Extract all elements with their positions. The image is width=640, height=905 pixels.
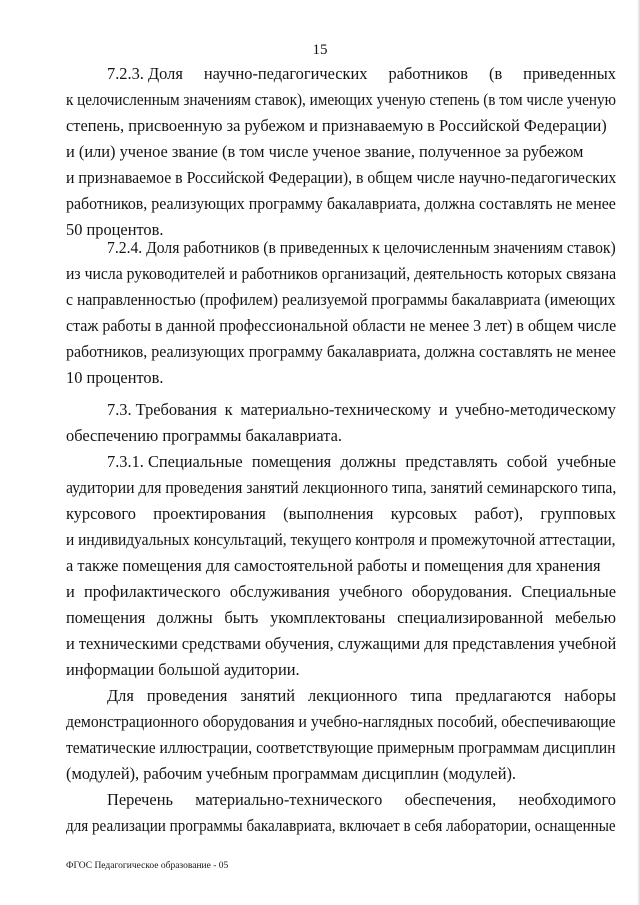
text-line: информации большой аудитории. [66,660,300,679]
page-number: 15 [312,42,328,58]
text-line: 50 процентов. [66,220,164,239]
text-word: Специальные [521,582,616,601]
text-line: 7.2.4. Доля работников (в приведенных к целочисленным значениям ставок) [107,238,616,257]
text-word: типа [410,686,443,705]
text-word: должны [340,452,397,471]
text-line [107,790,616,810]
text-word: групповых [540,504,616,523]
text-line: стаж работы в данной профессиональной области не менее 3 лет) в общем числе [66,316,617,335]
text-line: 10 процентов. [66,368,164,387]
text-line: для реализации программы бакалавриата, включает в себя лаборатории, оснащенные [66,816,616,835]
text-word: наборы [564,686,616,705]
text-word: обеспечения, [404,790,497,809]
text-line [107,400,616,420]
text-line: с направленностью (профилем) реализуемой программы бакалавриата (имеющих [66,290,616,309]
text-word: (выполнения [283,504,374,523]
text-line: аудитории для проведения занятий лекционного типа, занятий семинарского типа, [66,478,617,497]
text-word: работников [388,64,469,83]
text-word: научно-педагогических [203,64,368,83]
text-line [66,504,616,524]
text-word: и [438,400,448,419]
text-line [66,582,616,602]
text-word: проектирования [153,504,266,523]
text-line: и (или) ученое звание (в том числе ученое звание, полученное за рубежом [66,142,584,161]
text-word: специализированной [397,608,544,627]
text-word: профилактического [83,582,221,601]
text-word: курсовых [390,504,458,523]
text-line [107,686,616,706]
text-line: работников, реализующих программу бакалавриата, должна составлять не менее [66,194,616,213]
text-word: занятий [240,686,296,705]
text-word: учебного [339,582,403,601]
text-word: помещения [66,608,146,627]
text-word: к [224,400,233,419]
text-word: и [66,582,75,601]
text-line [107,64,616,84]
text-line: степень, присвоенную за рубежом и признаваемую в Российской Федерации) [66,116,607,135]
text-line: и индивидуальных консультаций, текущего контроля и промежуточной аттестации, [66,530,616,549]
text-word: работ), [474,504,524,523]
text-line [107,452,616,472]
text-word: представлять [405,452,498,471]
text-word: мебелью [555,608,616,627]
text-word: 7.3.1. Специальные [107,452,243,471]
text-line: а также помещения для самостоятельной работы и помещения для хранения [66,556,601,575]
text-line: (модулей), рабочим учебным программам дисциплин (модулей). [66,764,517,783]
text-word: предлагаются [455,686,552,705]
text-word: (в [489,64,503,83]
text-word: Перечень [107,790,173,809]
text-word: 7.3. Требования [107,400,217,419]
text-word: 7.2.3. Доля [107,64,183,83]
text-word: быть [224,608,259,627]
text-word: учебные [556,452,616,471]
text-word: курсового [66,504,136,523]
text-line: обеспечению программы бакалавриата. [66,426,343,445]
text-word: материально-технического [195,790,383,809]
text-line: работников, реализующих программу бакалавриата, должна составлять не менее [66,342,616,361]
footer-note: ФГОС Педагогическое образование - 05 [66,861,229,871]
text-word: собой [506,452,548,471]
text-word: приведенных [523,64,616,83]
text-word: Для [107,686,134,705]
text-line: к целочисленным значениям ставок), имеющих ученую степень (в том числе ученую [66,90,616,109]
text-word: проведения [146,686,228,705]
text-word: лекционного [308,686,398,705]
text-word: необходимого [518,790,616,809]
text-word: укомплектованы [270,608,386,627]
text-word: помещения [251,452,332,471]
text-word: обслуживания [229,582,330,601]
text-line [66,608,616,628]
text-line: из числа руководителей и работников организаций, деятельность которых связана [66,264,617,283]
text-line: и техническими средствами обучения, служащими для представления учебной [66,634,617,653]
text-line: тематические иллюстрации, соответствующие примерным программам дисциплин [66,738,616,757]
text-line: и признаваемое в Российской Федерации), в общем числе научно-педагогических [66,168,617,187]
text-word: должны [157,608,213,627]
text-word: материально-техническому [240,400,432,419]
text-line: демонстрационного оборудования и учебно-наглядных пособий, обеспечивающие [66,712,616,731]
text-word: оборудования. [411,582,513,601]
text-word: учебно-методическому [455,400,616,419]
